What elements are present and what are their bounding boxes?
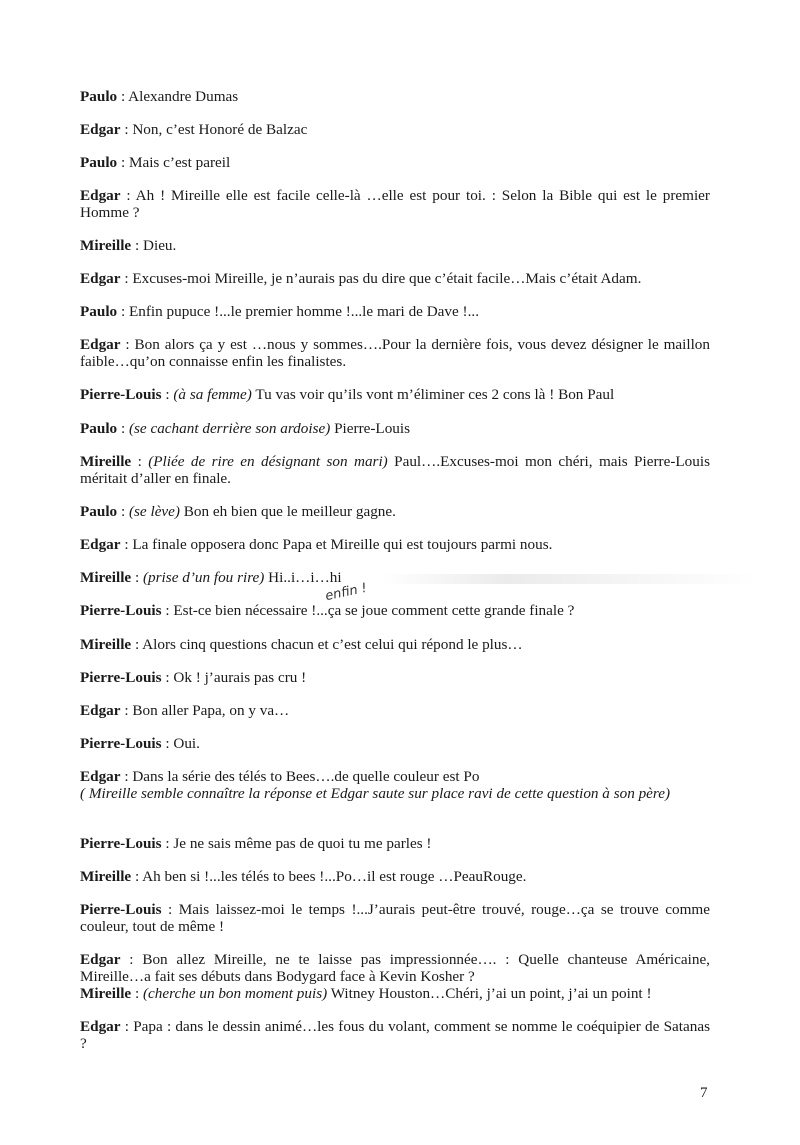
speaker: Edgar <box>80 187 121 204</box>
dialogue-line-1: Edgar : Non, c’est Honoré de Balzac <box>80 121 308 138</box>
speaker: Pierre-Louis <box>80 386 162 403</box>
dialogue-line-12: Edgar : La finale opposera donc Papa et Mireille qui est toujours parmi nous. <box>80 536 553 553</box>
dialogue-line-26: Edgar : Papa : dans le dessin animé…les fous du volant, comment se nomme le coéquipier de Satanas ? <box>80 1018 710 1052</box>
dialogue-line-19: Edgar : Dans la série des télés to Bees….de quelle couleur est Po <box>80 768 480 785</box>
dialogue-line-5: Edgar : Excuses-moi Mireille, je n’aurais pas du dire que c’était facile…Mais c’était Adam. <box>80 270 642 287</box>
speaker: Pierre-Louis <box>80 901 162 918</box>
speaker: Pierre-Louis <box>80 602 162 619</box>
dialogue-line-21: Pierre-Louis : Je ne sais même pas de quoi tu me parles ! <box>80 835 432 852</box>
stage-direction-line <box>80 785 710 802</box>
speaker: Edgar <box>80 336 121 353</box>
speaker: Mireille <box>80 237 132 254</box>
dialogue-line-14: Pierre-Louis : Est-ce bien nécessaire !...ça se joue comment cette grande finale ? <box>80 602 575 619</box>
speaker: Paulo <box>80 88 118 105</box>
handwritten-annotation: enfin ! <box>323 580 369 605</box>
speaker: Mireille <box>80 868 132 885</box>
speaker: Paulo <box>80 503 118 520</box>
speaker: Edgar <box>80 270 121 287</box>
speaker: Edgar <box>80 536 121 553</box>
speaker: Pierre-Louis <box>80 835 162 852</box>
dialogue-line-0: Paulo : Alexandre Dumas <box>80 88 239 105</box>
speaker: Paulo <box>80 420 118 437</box>
speaker: Mireille <box>80 636 132 653</box>
speaker: Mireille <box>80 453 132 470</box>
dialogue-line-25: Mireille : (cherche un bon moment puis) Witney Houston…Chéri, j’ai un point, j’ai un point ! <box>80 985 652 1002</box>
speaker: Edgar <box>80 768 121 785</box>
page-number: 7 <box>700 1085 708 1101</box>
dialogue-line-16: Pierre-Louis : Ok ! j’aurais pas cru ! <box>80 669 307 686</box>
dialogue-line-11: Paulo : (se lève) Bon eh bien que le meilleur gagne. <box>80 503 396 520</box>
stage-direction: (Pliée de rire en désignant son mari) <box>148 453 388 470</box>
speaker: Edgar <box>80 702 121 719</box>
stage-direction: (à sa femme) <box>173 386 252 403</box>
stage-direction: (cherche un bon moment puis) <box>143 985 328 1002</box>
stage-direction: ( Mireille semble connaître la réponse et Edgar saute sur place ravi de cette question à son père) <box>80 785 671 802</box>
dialogue-line-10: Mireille : (Pliée de rire en désignant son mari) Paul….Excuses-moi mon chéri, mais Pierre-Louis méritait d’aller en finale. <box>80 453 710 487</box>
speaker: Edgar <box>80 951 121 968</box>
speaker: Edgar <box>80 1018 121 1035</box>
speaker: Edgar <box>80 121 121 138</box>
dialogue-line-23: Pierre-Louis : Mais laissez-moi le temps !...J’aurais peut-être trouvé, rouge…ça se trouve comme couleur, tout de même ! <box>80 901 710 935</box>
dialogue-line-8: Pierre-Louis : (à sa femme) Tu vas voir qu’ils vont m’éliminer ces 2 cons là ! Bon Paul <box>80 386 615 403</box>
dialogue-line-6: Paulo : Enfin pupuce !...le premier homme !...le mari de Dave !... <box>80 303 479 320</box>
speaker: Pierre-Louis <box>80 669 162 686</box>
dialogue-line-15: Mireille : Alors cinq questions chacun et c’est celui qui répond le plus… <box>80 636 523 653</box>
dialogue-line-24: Edgar : Bon allez Mireille, ne te laisse pas impressionnée…. : Quelle chanteuse Américaine, Mireille…a fait ses débuts dans Bodygard face à Kevin Kosher ? <box>80 951 710 985</box>
speaker: Paulo <box>80 154 118 171</box>
stage-direction: (se cachant derrière son ardoise) <box>128 420 331 437</box>
dialogue-line-13: Mireille : (prise d’un fou rire) Hi..i…i…hi <box>80 569 342 586</box>
dialogue-line-4: Mireille : Dieu. <box>80 237 177 254</box>
stage-direction: (prise d’un fou rire) <box>143 569 265 586</box>
speaker: Mireille <box>80 985 132 1002</box>
dialogue-line-9: Paulo : (se cachant derrière son ardoise) Pierre-Louis <box>80 420 411 437</box>
dialogue-line-22: Mireille : Ah ben si !...les télés to bees !...Po…il est rouge …PeauRouge. <box>80 868 527 885</box>
dialogue-line-17: Edgar : Bon aller Papa, on y va… <box>80 702 290 719</box>
speaker: Mireille <box>80 569 132 586</box>
dialogue-line-2: Paulo : Mais c’est pareil <box>80 154 231 171</box>
dialogue-line-3: Edgar : Ah ! Mireille elle est facile celle-là …elle est pour toi. : Selon la Bible qui est le premier Homme ? <box>80 187 710 221</box>
speaker: Paulo <box>80 303 118 320</box>
dialogue-line-18: Pierre-Louis : Oui. <box>80 735 200 752</box>
dialogue-line-7: Edgar : Bon alors ça y est …nous y sommes….Pour la dernière fois, vous devez désigner le maillon faible…qu’on connaisse enfin les finalistes. <box>80 336 710 370</box>
stage-direction: (se lève) <box>128 503 180 520</box>
speaker: Pierre-Louis <box>80 735 162 752</box>
